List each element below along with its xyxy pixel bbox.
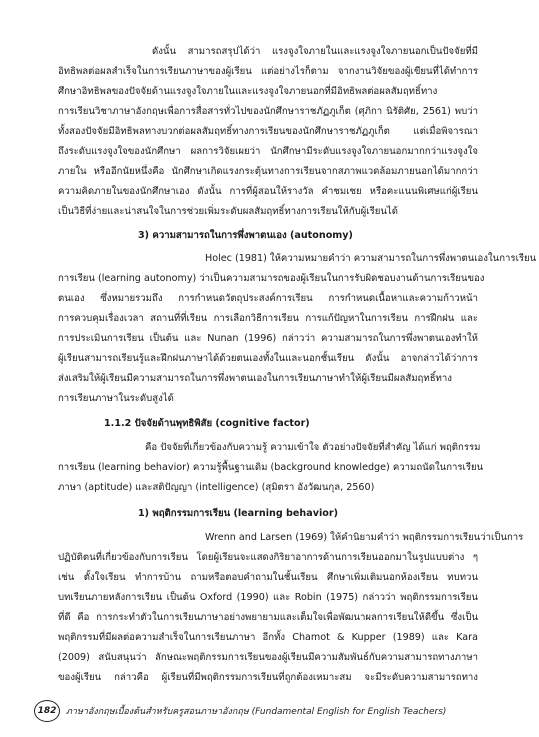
text-line: (2009) สนับสนุนว่า ลักษณะพฤติกรรมการเรียนของผู้เรียนมีความสัมพันธ์กับความสามารถทางภาษา — [58, 652, 478, 663]
text-line: ทั้งสองปัจจัยมีอิทธิพลทางบวกต่อผลสัมฤทธิ์ทางการเรียนของนักศึกษาราชภัฏภูเก็ต แต่เมื่อพิจารณา — [58, 126, 478, 137]
text-line: เช่น ตั้งใจเรียน ทำการบ้าน ถามหรือตอบคำถามในชั้นเรียน ศึกษาเพิ่มเติมนอกห้องเรียน ทบทวน — [58, 572, 478, 583]
text-line: ดังนั้น สามารถสรุปได้ว่า แรงจูงใจภายในและแรงจูงใจภายนอกเป็นปัจจัยที่มี — [152, 46, 478, 57]
text-line: ศึกษาอิทธิพลของปัจจัยด้านแรงจูงใจภายในและแรงจูงใจภายนอกที่มีอิทธิพลต่อผลสัมฤทธิ์ทาง — [58, 86, 438, 97]
text-line: ผู้เรียนสามารถเรียนรู้และฝึกฝนภาษาได้ด้วยตนเองทั้งในและนอกชั้นเรียน ดังนั้น อาจกล่าวได้ว่าการ — [58, 353, 478, 364]
text-line: ถึงระดับแรงจูงใจของนักศึกษา ผลการวิจัยเผยว่า นักศึกษามีระดับแรงจูงใจภายนอกมากกว่าแรงจูงใจ — [58, 146, 478, 157]
text-line: การเรียนภาษาในระดับสูงได้ — [58, 393, 174, 404]
text-line: การควบคุมเรื่องเวลา สถานที่ที่เรียน การเลือกวิธีการเรียน การแก้ปัญหาในการเรียน การฝึกฝน และ — [58, 313, 478, 324]
text-line: อิทธิพลต่อผลสำเร็จในการเรียนภาษาของผู้เรียน แต่อย่างไรก็ตาม จากงานวิจัยของผู้เขียนที่ได้ทำการ — [58, 66, 478, 77]
text-line: ภาษา (aptitude) และสติปัญญา (intelligence) (สุมิตรา อังวัฒนกุล, 2560) — [58, 482, 375, 493]
text-line: เป็นวิธีที่ง่ายและน่าสนใจในการช่วยเพิ่มระดับผลสัมฤทธิ์ทางการเรียนให้กับผู้เรียนได้ — [58, 206, 398, 217]
text-line: ความคิดภายในของนักศึกษาเอง ดังนั้น การที่ผู้สอนให้รางวัล คำชมเชย หรือคะแนนพิเศษแก่ผู้เรียน — [58, 186, 478, 197]
text-line: Wrenn and Larsen (1969) ให้คำนิยามคำว่า พฤติกรรมการเรียนว่าเป็นการ — [205, 532, 524, 543]
text-line: ตนเอง ซึ่งหมายรวมถึง การกำหนดวัตถุประสงค์การเรียน การกำหนดเนื้อหาและความก้าวหน้า — [58, 293, 478, 304]
text-line: ที่ดี คือ การกระทำตัวในการเรียนภาษาอย่างพยายามและเต็มใจเพื่อพัฒนาผลการเรียนให้ดีขึ้น ซึ่งเป็น — [58, 612, 478, 623]
text-line: การเรียน (learning autonomy) ว่าเป็นความสามารถของผู้เรียนในการรับผิดชอบงานด้านการเรียนของ — [58, 273, 485, 284]
text-line: การเรียนวิชาภาษาอังกฤษเพื่อการสื่อสารทั่วไปของนักศึกษาราชภัฏภูเก็ต (ศุภิกา นิรัติศัย, 2561) พบว่า — [58, 106, 478, 117]
text-line: ของผู้เรียน กล่าวคือ ผู้เรียนที่มีพฤติกรรมการเรียนที่ถูกต้องเหมาะสม จะมีระดับความสามารถทาง — [58, 672, 478, 683]
page-number: 182 — [37, 706, 57, 716]
text-line: พฤติกรรมที่มีผลต่อความสำเร็จในการเรียนภาษา อีกทั้ง Chamot & Kupper (1989) และ Kara — [58, 632, 478, 643]
page-footer — [34, 700, 446, 722]
section-heading-learning-behavior: 1) พฤติกรรมการเรียน (learning behavior) — [138, 508, 338, 519]
text-line: คือ ปัจจัยที่เกี่ยวข้องกับความรู้ ความเข้าใจ ตัวอย่างปัจจัยที่สำคัญ ได้แก่ พฤติกรรม — [145, 442, 481, 453]
text-line: ภายใน หรืออีกนัยหนึ่งคือ นักศึกษาเกิดแรงกระตุ้นทางการเรียนจากสภาพแวดล้อมภายนอกได้มากกว่า — [58, 166, 478, 177]
text-line: การประเมินการเรียน เป็นต้น และ Nunan (1996) กล่าวว่า ความสามารถในการพึ่งพาตนเองทำให้ — [58, 333, 478, 344]
text-line: การเรียน (learning behavior) ความรู้พื้นฐานเดิม (background knowledge) ความถนัดในการเรียน — [58, 462, 484, 473]
text-line: ส่งเสริมให้ผู้เรียนมีความสามารถในการพึ่งพาตนเองในการเรียนภาษาทำให้ผู้เรียนมีผลสัมฤทธิ์ทาง — [58, 373, 452, 384]
page-number-badge — [34, 700, 60, 722]
section-heading-autonomy: 3) ความสามารถในการพึ่งพาตนเอง (autonomy) — [138, 230, 353, 241]
text-line: Holec (1981) ให้ความหมายคำว่า ความสามารถในการพึ่งพาตนเองในการเรียน — [205, 253, 537, 264]
section-heading-cognitive-factor: 1.1.2 ปัจจัยด้านพุทธิพิสัย (cognitive factor) — [104, 418, 310, 429]
text-line: ปฏิบัติตนที่เกี่ยวข้องกับการเรียน โดยผู้เรียนจะแสดงกิริยาอาการด้านการเรียนออกมาในรูปแบบต่าง ๆ — [58, 552, 478, 563]
footer-book-title: ภาษาอังกฤษเบื้องต้นสำหรับครูสอนภาษาอังกฤษ (Fundamental English for English Teachers) — [66, 707, 447, 717]
text-line: บทเรียนภายหลังการเรียน เป็นต้น Oxford (1990) และ Robin (1975) กล่าวว่า พฤติกรรมการเรียน — [58, 592, 478, 603]
